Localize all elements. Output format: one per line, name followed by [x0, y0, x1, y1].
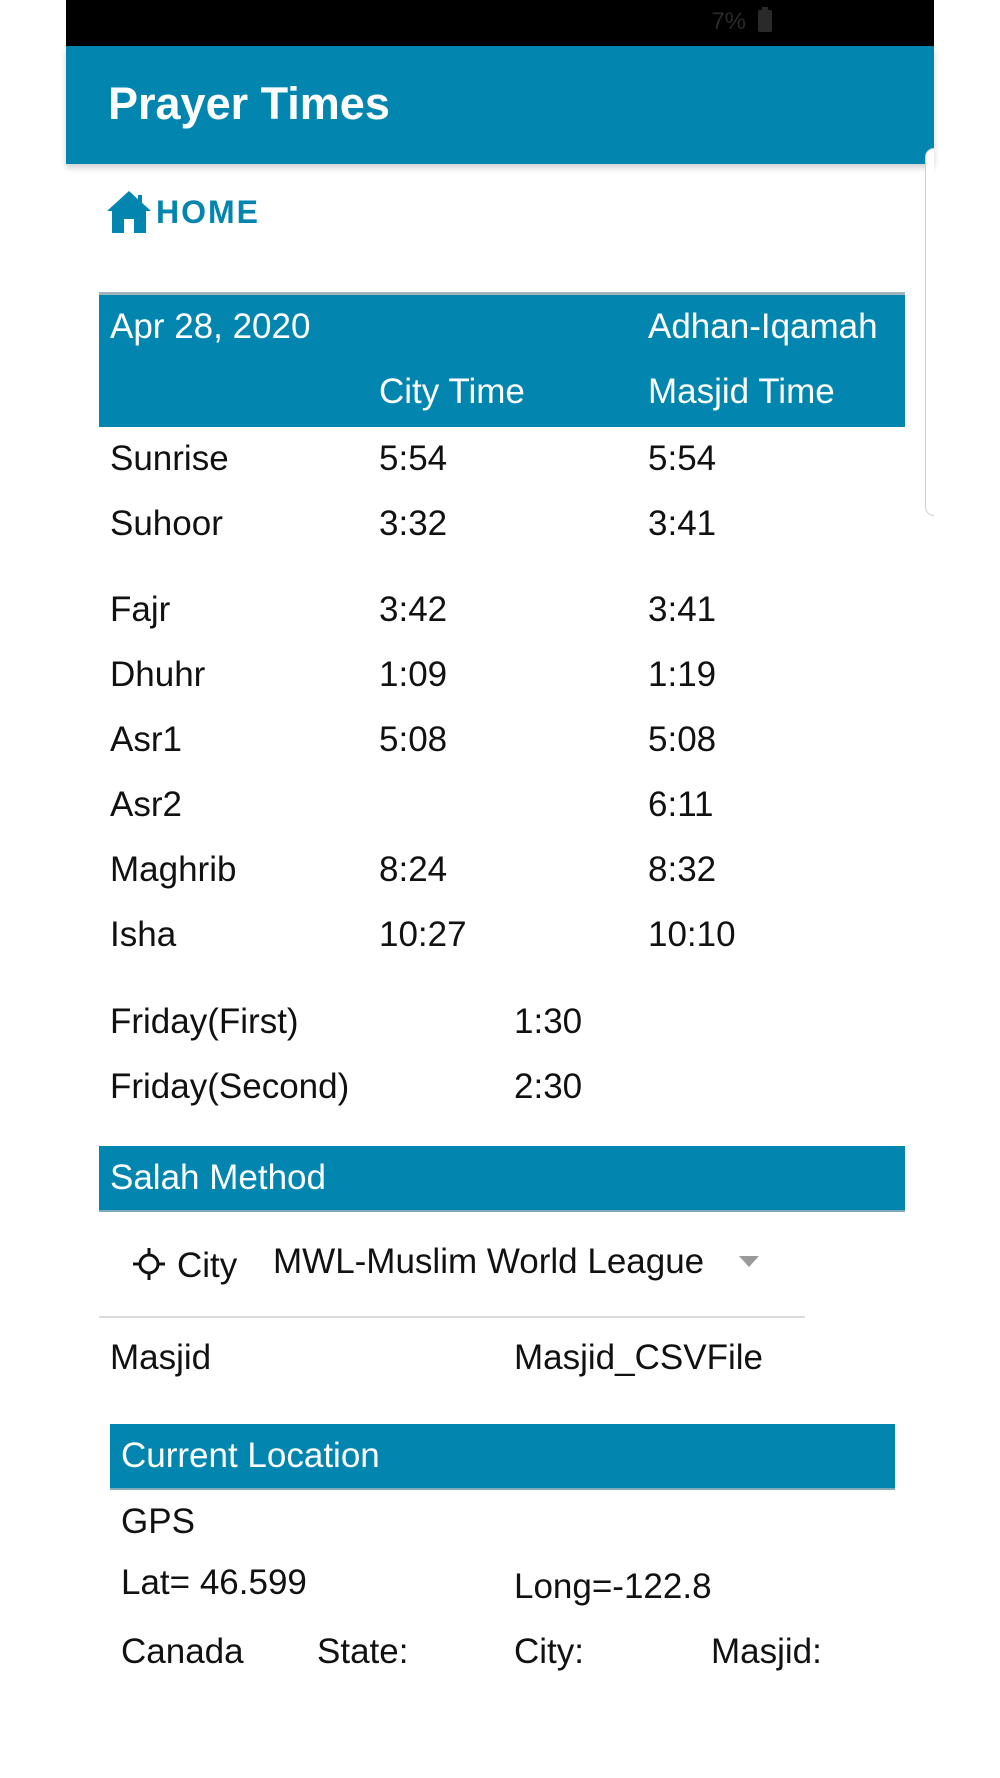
page-title: Prayer Times — [108, 78, 390, 129]
prayer-table-header — [99, 292, 905, 427]
masjid-time: 5:54 — [648, 439, 717, 478]
battery-percentage: 7% — [711, 8, 746, 35]
prayer-name: Asr1 — [110, 720, 182, 759]
friday-name: Friday(First) — [110, 1002, 299, 1041]
table-row — [99, 1055, 905, 1120]
adhan-iqamah-header: Adhan-Iqamah — [648, 307, 878, 346]
status-bar — [66, 0, 934, 46]
date-label: Apr 28, 2020 — [110, 307, 311, 346]
current-location-section — [110, 1424, 895, 1685]
masjid-time: 3:41 — [648, 504, 717, 543]
city-method-label[interactable]: City — [177, 1246, 238, 1285]
table-row — [99, 643, 905, 708]
masjid-time: 3:41 — [648, 590, 717, 629]
longitude-value: Long=-122.8 — [514, 1567, 712, 1606]
prayer-name: Asr2 — [110, 785, 182, 824]
prayer-times-content — [99, 292, 905, 1685]
city-time: 10:27 — [379, 915, 467, 954]
state-label[interactable]: State: — [317, 1632, 409, 1671]
region-row — [110, 1620, 895, 1685]
table-row — [99, 990, 905, 1055]
salah-method-select[interactable]: MWL-Muslim World League — [273, 1242, 705, 1281]
masjid-time: 10:10 — [648, 915, 736, 954]
friday-name: Friday(Second) — [110, 1067, 350, 1106]
table-row — [99, 708, 905, 773]
masjid-method-label: Masjid — [110, 1338, 212, 1377]
battery-icon — [758, 10, 772, 32]
salah-method-row — [99, 1212, 805, 1318]
masjid-label[interactable]: Masjid: — [711, 1632, 822, 1671]
city-time: 3:42 — [379, 590, 448, 629]
city-time: 8:24 — [379, 850, 448, 889]
latitude-value: Lat= 46.599 — [121, 1563, 307, 1602]
city-time: 5:54 — [379, 439, 448, 478]
country-value[interactable]: Canada — [121, 1632, 244, 1671]
gps-row — [110, 1490, 895, 1555]
salah-method-title: Salah Method — [110, 1158, 326, 1197]
prayer-name: Suhoor — [110, 504, 223, 543]
current-location-title: Current Location — [121, 1436, 380, 1475]
table-row — [99, 773, 905, 838]
masjid-method-value[interactable]: Masjid_CSVFile — [514, 1338, 763, 1377]
home-link[interactable] — [104, 186, 260, 238]
masjid-time-header: Masjid Time — [648, 372, 835, 411]
table-row — [99, 492, 905, 557]
city-time: 1:09 — [379, 655, 448, 694]
scroll-indicator[interactable] — [925, 148, 934, 516]
prayer-rows-top — [99, 427, 905, 557]
current-location-heading — [110, 1424, 895, 1490]
table-row — [99, 838, 905, 903]
table-row — [99, 903, 905, 968]
friday-time: 2:30 — [514, 1067, 583, 1106]
masjid-method-row — [99, 1318, 905, 1414]
city-time: 5:08 — [379, 720, 448, 759]
table-row — [99, 427, 905, 492]
prayer-name: Maghrib — [110, 850, 237, 889]
city-time: 3:32 — [379, 504, 448, 543]
crosshair-icon[interactable] — [133, 1248, 165, 1280]
masjid-time: 5:08 — [648, 720, 717, 759]
salah-method-heading — [99, 1146, 905, 1212]
city-label[interactable]: City: — [514, 1632, 584, 1671]
table-row — [99, 578, 905, 643]
home-label: HOME — [156, 193, 260, 230]
friday-rows — [99, 990, 905, 1120]
coordinates-row — [110, 1555, 895, 1620]
friday-time: 1:30 — [514, 1002, 583, 1041]
masjid-time: 1:19 — [648, 655, 717, 694]
city-time-header: City Time — [379, 372, 525, 411]
home-icon — [104, 187, 154, 237]
prayer-name: Sunrise — [110, 439, 229, 478]
masjid-time: 8:32 — [648, 850, 717, 889]
prayer-name: Isha — [110, 915, 177, 954]
prayer-name: Fajr — [110, 590, 171, 629]
app-bar — [66, 46, 934, 164]
chevron-down-icon[interactable] — [739, 1256, 759, 1267]
gps-label: GPS — [121, 1502, 195, 1541]
masjid-time: 6:11 — [648, 785, 714, 824]
prayer-name: Dhuhr — [110, 655, 206, 694]
prayer-rows-main — [99, 578, 905, 968]
screen — [66, 0, 934, 1778]
